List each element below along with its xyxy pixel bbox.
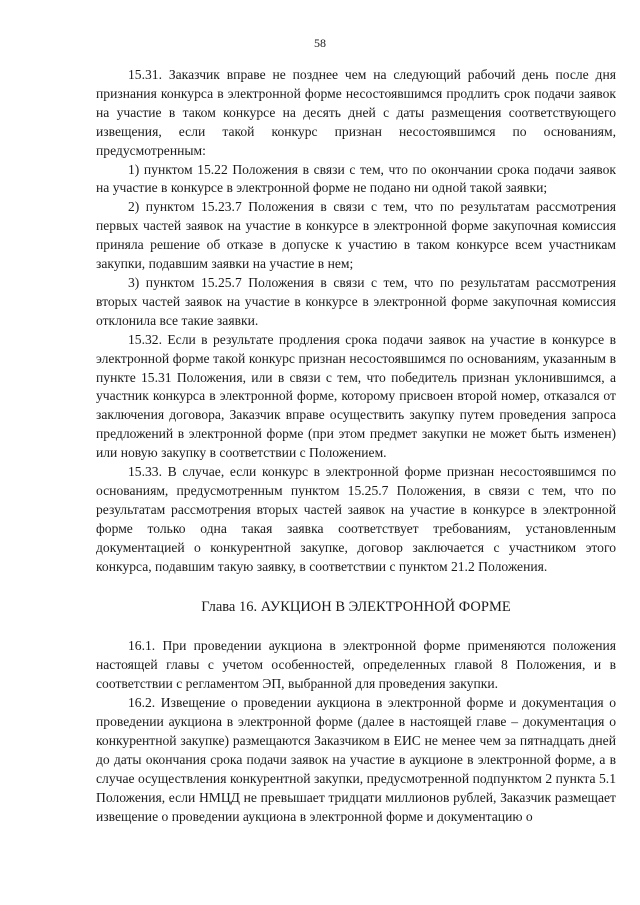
list-item-2: 2) пунктом 15.23.7 Положения в связи с тем, что по результатам рассмотрения первых частей заявок на участие в конкурсе в электронной форме закупочная комиссия приняла решение об отказе в допуске к участию в таком конкурсе всем участникам закупки, подавшим заявки на участие в нем; (96, 199, 616, 272)
list-item-1: 1) пунктом 15.22 Положения в связи с тем, что по окончании срока подачи заявок на участие в конкурсе в электронной форме не подано ни одной такой заявки; (96, 161, 616, 196)
paragraph-15-33: 15.33. В случае, если конкурс в электронной форме признан несостоявшимся по основаниям, предусмотренным пунктом 15.25.7 Положения, в связи с тем, что по результатам рассмотрения вторых частей заявок на участие в конкурсе в электронной форме только одна такая заявка соответствует требованиям, установленным документацией о конкурентной закупке, договор заключается с участником этого конкурса, подавшим такую заявку, в соответствии с пунктом 21.2 Положения. (96, 464, 616, 574)
paragraph-15-31: 15.31. Заказчик вправе не позднее чем на следующий рабочий день после дня признания конкурса в электронной форме несостоявшимся продлить срок подачи заявок на участие в таком конкурсе на десять дней с даты размещения соответствующего извещения, если такой конкурс признан несостоявшимся по основаниям, предусмотренным: (96, 67, 616, 158)
list-item-3: 3) пунктом 15.25.7 Положения в связи с тем, что по результатам рассмотрения вторых частей заявок на участие в конкурсе в электронной форме закупочная комиссия отклонила все такие заявки. (96, 274, 616, 328)
document-body (96, 66, 616, 827)
chapter-title: Глава 16. АУКЦИОН В ЭЛЕКТРОННОЙ ФОРМЕ (201, 599, 511, 616)
paragraph-16-1: 16.1. При проведении аукциона в электронной форме применяются положения настоящей главы с учетом особенностей, определенных главой 8 Положения, и в соответствии с регламентом ЭП, выбранной для проведения закупки. (96, 638, 616, 692)
paragraph-16-2: 16.2. Извещение о проведении аукциона в электронной форме и документация о проведении аукциона в электронной форме (далее в настоящей главе – документация о конкурентной закупке) размещаются Заказчиком в ЕИС не менее чем за пятнадцать дней до даты окончания срока подачи заявок на участие в аукционе в электронной форме, а в случае осуществления конкурентной закупки, предусмотренной подпунктом 2 пункта 5.1 Положения, если НМЦД не превышает тридцати миллионов рублей, Заказчик размещает извещение о проведении аукциона в электронной форме и документацию о (96, 695, 616, 824)
page-number: 58 (314, 36, 326, 50)
paragraph-15-32: 15.32. Если в результате продления срока подачи заявок на участие в конкурсе в электронной форме такой конкурс признан несостоявшимся по основаниям, указанным в пункте 15.31 Положения, или в связи с тем, что победитель признан уклонившимся, а участник конкурса в электронной форме, которому присвоен второй номер, отказался от заключения договора, Заказчик вправе осуществить закупку путем проведения запроса предложений в электронной форме (при этом предмет закупки не может быть изменен) или новую закупку в соответствии с Положением. (96, 331, 616, 461)
